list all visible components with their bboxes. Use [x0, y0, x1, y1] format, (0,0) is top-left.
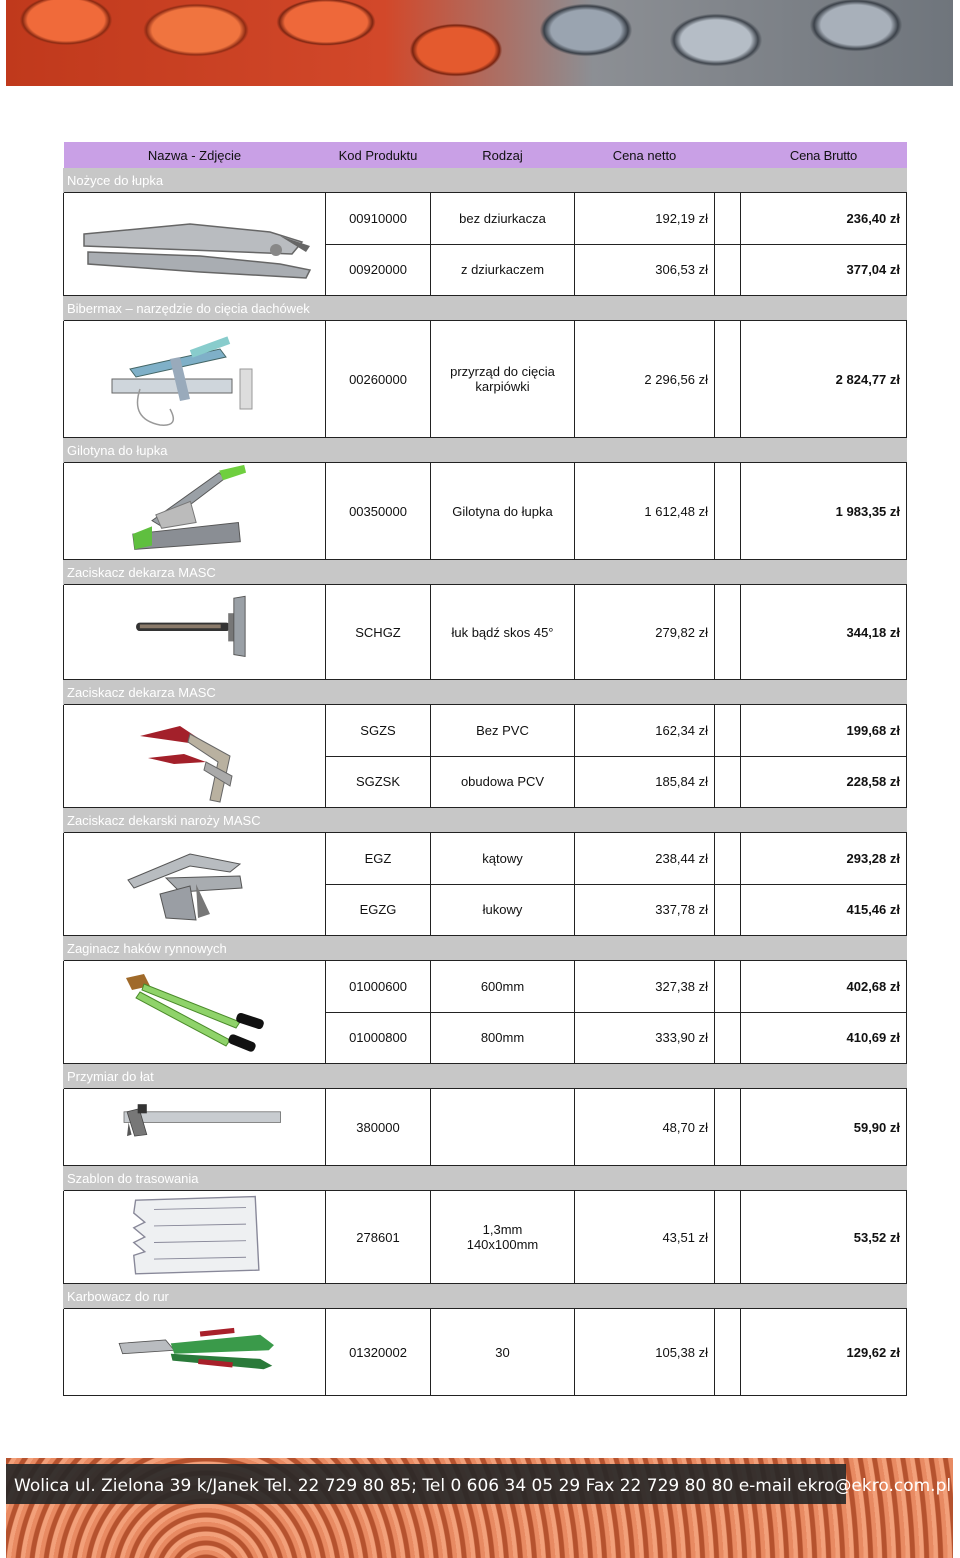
price-gross: 293,28 zł: [741, 833, 907, 885]
price-gross: 402,68 zł: [741, 961, 907, 1013]
product-row: [64, 585, 907, 680]
product-image: [64, 1089, 326, 1166]
product-row: [64, 193, 907, 245]
category-title: Szablon do trasowania: [64, 1166, 907, 1191]
price-gross: 199,68 zł: [741, 705, 907, 757]
product-code: 01000600: [326, 961, 431, 1013]
product-code: EGZG: [326, 884, 431, 936]
price-gross: 59,90 zł: [741, 1089, 907, 1166]
price-gap: [715, 193, 741, 245]
header-net: Cena netto: [575, 142, 715, 168]
header-type: Rodzaj: [431, 142, 575, 168]
product-code: SCHGZ: [326, 585, 431, 680]
price-gross: 377,04 zł: [741, 244, 907, 296]
price-gap: [715, 321, 741, 438]
tile-cutter-icon: [70, 321, 330, 437]
product-type: z dziurkaczem: [431, 244, 575, 296]
product-type: obudowa PCV: [431, 756, 575, 808]
product-code: 00260000: [326, 321, 431, 438]
category-row: [64, 168, 907, 193]
product-code: 01000800: [326, 1012, 431, 1064]
slate-shears-icon: [70, 193, 330, 295]
product-code: 00350000: [326, 463, 431, 560]
product-code: 01320002: [326, 1309, 431, 1396]
product-image: [64, 1191, 326, 1284]
header-gap: [715, 142, 741, 168]
product-type: [431, 1089, 575, 1166]
batten-gauge-icon: [70, 1089, 330, 1165]
price-gross: 1 983,35 zł: [741, 463, 907, 560]
price-gross: 415,46 zł: [741, 884, 907, 936]
product-type: łukowy: [431, 884, 575, 936]
price-net: 43,51 zł: [575, 1191, 715, 1284]
product-code: 00920000: [326, 244, 431, 296]
category-row: [64, 1284, 907, 1309]
price-net: 48,70 zł: [575, 1089, 715, 1166]
product-code: SGZS: [326, 705, 431, 757]
header-name: Nazwa - Zdjęcie: [64, 142, 326, 168]
marking-template-icon: [70, 1191, 330, 1283]
category-row: [64, 1064, 907, 1089]
category-title: Przymiar do łat: [64, 1064, 907, 1089]
price-gross: 344,18 zł: [741, 585, 907, 680]
price-gross: 129,62 zł: [741, 1309, 907, 1396]
price-gap: [715, 756, 741, 808]
category-row: [64, 808, 907, 833]
category-row: [64, 296, 907, 321]
footer-contact-band: [6, 1464, 952, 1504]
header-gross: Cena Brutto: [741, 142, 907, 168]
slate-guillotine-icon: [70, 463, 330, 559]
product-row: [64, 1309, 907, 1396]
product-image: [64, 321, 326, 438]
product-image: [64, 1309, 326, 1396]
product-image: [64, 463, 326, 560]
roofer-crimper-icon: [70, 585, 330, 679]
category-row: [64, 936, 907, 961]
category-title: Bibermax – narzędzie do cięcia dachówek: [64, 296, 907, 321]
price-net: 162,34 zł: [575, 705, 715, 757]
price-net: 238,44 zł: [575, 833, 715, 885]
price-gross: 2 824,77 zł: [741, 321, 907, 438]
product-type: 30: [431, 1309, 575, 1396]
category-title: Zaciskacz dekarza MASC: [64, 680, 907, 705]
price-gross: 410,69 zł: [741, 1012, 907, 1064]
product-type: kątowy: [431, 833, 575, 885]
pipe-crimper-icon: [70, 1309, 330, 1395]
price-gap: [715, 961, 741, 1013]
category-title: Gilotyna do łupka: [64, 438, 907, 463]
category-title: Zaginacz haków rynnowych: [64, 936, 907, 961]
price-gap: [715, 585, 741, 680]
price-net: 1 612,48 zł: [575, 463, 715, 560]
corner-crimper-icon: [70, 833, 330, 935]
price-gross: 236,40 zł: [741, 193, 907, 245]
price-gap: [715, 1012, 741, 1064]
price-net: 279,82 zł: [575, 585, 715, 680]
product-image: [64, 193, 326, 296]
price-gap: [715, 1309, 741, 1396]
product-type: 800mm: [431, 1012, 575, 1064]
product-type: Gilotyna do łupka: [431, 463, 575, 560]
price-gap: [715, 833, 741, 885]
product-row: [64, 1089, 907, 1166]
product-row: [64, 321, 907, 438]
product-type: Bez PVC: [431, 705, 575, 757]
price-gap: [715, 463, 741, 560]
category-row: [64, 1166, 907, 1191]
roofer-pliers-icon: [70, 705, 330, 807]
table-header-row: [64, 142, 907, 168]
header-code: Kod Produktu: [326, 142, 431, 168]
price-gross: 53,52 zł: [741, 1191, 907, 1284]
price-gap: [715, 1089, 741, 1166]
product-type: 1,3mm 140x100mm: [431, 1191, 575, 1284]
gutter-hook-bender-icon: [70, 961, 330, 1063]
price-gap: [715, 705, 741, 757]
category-title: Zaciskacz dekarski naroży MASC: [64, 808, 907, 833]
price-net: 333,90 zł: [575, 1012, 715, 1064]
price-gap: [715, 884, 741, 936]
product-code: EGZ: [326, 833, 431, 885]
category-title: Nożyce do łupka: [64, 168, 907, 193]
price-net: 327,38 zł: [575, 961, 715, 1013]
product-type: 600mm: [431, 961, 575, 1013]
product-image: [64, 705, 326, 808]
price-table: [63, 142, 907, 1396]
product-row: [64, 961, 907, 1013]
product-image: [64, 585, 326, 680]
price-net: 105,38 zł: [575, 1309, 715, 1396]
product-row: [64, 1191, 907, 1284]
category-title: Karbowacz do rur: [64, 1284, 907, 1309]
footer-contact-text: Wolica ul. Zielona 39 k/Janek Tel. 22 729 80 85; Tel 0 606 34 05 29 Fax 22 729 80 80 e-mail ekro@ekro.com.pl: [14, 1476, 952, 1496]
header-banner-image: [6, 0, 953, 86]
product-code: 00910000: [326, 193, 431, 245]
product-type: łuk bądź skos 45°: [431, 585, 575, 680]
category-row: [64, 560, 907, 585]
price-net: 185,84 zł: [575, 756, 715, 808]
price-net: 306,53 zł: [575, 244, 715, 296]
price-gross: 228,58 zł: [741, 756, 907, 808]
price-net: 2 296,56 zł: [575, 321, 715, 438]
product-row: [64, 463, 907, 560]
category-title: Zaciskacz dekarza MASC: [64, 560, 907, 585]
product-row: [64, 833, 907, 885]
product-code: SGZSK: [326, 756, 431, 808]
category-row: [64, 680, 907, 705]
product-type: przyrząd do cięcia karpiówki: [431, 321, 575, 438]
product-type: bez dziurkacza: [431, 193, 575, 245]
footer-banner: [6, 1458, 953, 1558]
product-image: [64, 961, 326, 1064]
product-row: [64, 705, 907, 757]
price-gap: [715, 244, 741, 296]
product-code: 380000: [326, 1089, 431, 1166]
category-row: [64, 438, 907, 463]
price-gap: [715, 1191, 741, 1284]
price-net: 337,78 zł: [575, 884, 715, 936]
product-code: 278601: [326, 1191, 431, 1284]
price-net: 192,19 zł: [575, 193, 715, 245]
product-image: [64, 833, 326, 936]
